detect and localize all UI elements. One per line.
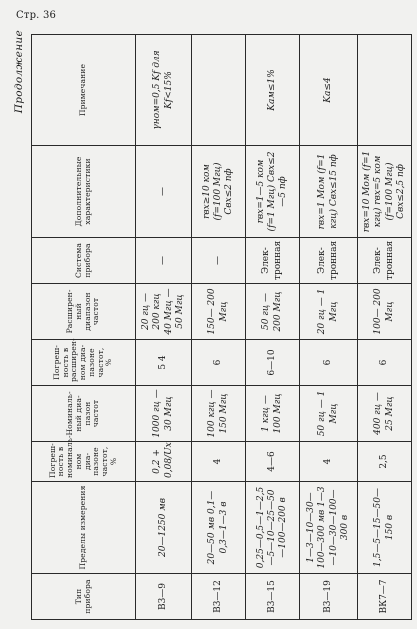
cell-ext-band: 150— 200 Мгц [192,284,246,340]
cell-ext-band: 100— 200 Мгц [358,284,412,340]
cell-additional: rвх≥10 ком (f=100 Мгц) Свх≤2 пф [192,146,246,238]
header-ext-band: Расширенный диапазон частот [32,284,136,340]
cell-ext-band: 20 гц — 1 Мгц [300,284,358,340]
cell-band: 1 кгц — 100 Мгц [246,386,300,442]
cell-ext-error: 6—10 [246,340,300,386]
rotated-table-area [9,28,414,620]
cell-ext-error: 6 [300,340,358,386]
cell-additional: rвх=10 Мом (f=1 кгц) rвх=5 ком (f=100 Мгц) Свх≤2,5 пф [358,146,412,238]
cell-type: В3—15 [246,574,300,620]
cell-error: 4 [300,442,358,482]
header-band: Номинальный диапазон частот [32,386,136,442]
cell-note [192,35,246,146]
cell-system: Электронная [246,238,300,284]
header-row [32,35,136,620]
cell-band: 50 гц — 1 Мгц [300,386,358,442]
page-header: Стр. 36 [16,10,57,21]
cell-type: В3—19 [300,574,358,620]
cell-band: 400 гц — 25 Мгц [358,386,412,442]
cell-note: γном=0,5 Kf для Kf<15% [136,35,192,146]
cell-additional: — [136,146,192,238]
cell-ext-error: 5 4 [136,340,192,386]
table-row [300,35,358,620]
cell-error: 2,5 [358,442,412,482]
cell-system: — [192,238,246,284]
header-type: Тип прибора [32,574,136,620]
cell-limits: 20—50 мв 0,1—0,3—1—3 в [192,482,246,574]
table-row [192,35,246,620]
cell-ext-error: 6 [358,340,412,386]
header-additional: Дополнительные характеристики [32,146,136,238]
table-row [246,35,300,620]
cell-ext-band: 50 гц — 200 Мгц [246,284,300,340]
cell-limits: 0,25—0,5—1—2,5—5—10—25—50—100—200 в [246,482,300,574]
cell-limits: 1,5—5—15—50—150 в [358,482,412,574]
cell-ext-band: 20 гц — 200 кгц 40 Мгц — 50 Мгц [136,284,192,340]
cell-band: 100 кгц — 150 Мгц [192,386,246,442]
header-note: Примечание [32,35,136,146]
cell-note: Kам≤1% [246,35,300,146]
cell-error: 0,2 + 0,08/Uх [136,442,192,482]
cell-type: В3—12 [192,574,246,620]
cell-system: Электронная [358,238,412,284]
continuation-label: Продолжение [13,30,25,114]
cell-additional: rвх=1—5 ком (f=1 Мгц) Свх≤2—5 пф [246,146,300,238]
header-error: Погрешность в номинальном диапазоне частот, % [32,442,136,482]
instrument-spec-table [31,34,412,620]
cell-type: В3—9 [136,574,192,620]
cell-error: 4—6 [246,442,300,482]
table-row [136,35,192,620]
cell-additional: rвх=1 Мом (f=1 кгц) Свх≤15 пф [300,146,358,238]
cell-band: 1000 гц — 30 Мгц [136,386,192,442]
cell-system: Электронная [300,238,358,284]
table-row [358,35,412,620]
cell-system: — [136,238,192,284]
cell-error: 4 [192,442,246,482]
cell-note [358,35,412,146]
header-system: Система прибора [32,238,136,284]
cell-limits: 1—3—10—30—100—300 мв 1—3—10—30—100—300 в [300,482,358,574]
cell-note: Kа≤4 [300,35,358,146]
cell-ext-error: 6 [192,340,246,386]
cell-type: ВК7—7 [358,574,412,620]
header-limits: Пределы измерения [32,482,136,574]
header-ext-error: Погрешность в расширенном диапазоне частот, % [32,340,136,386]
cell-limits: 20—1250 мв [136,482,192,574]
